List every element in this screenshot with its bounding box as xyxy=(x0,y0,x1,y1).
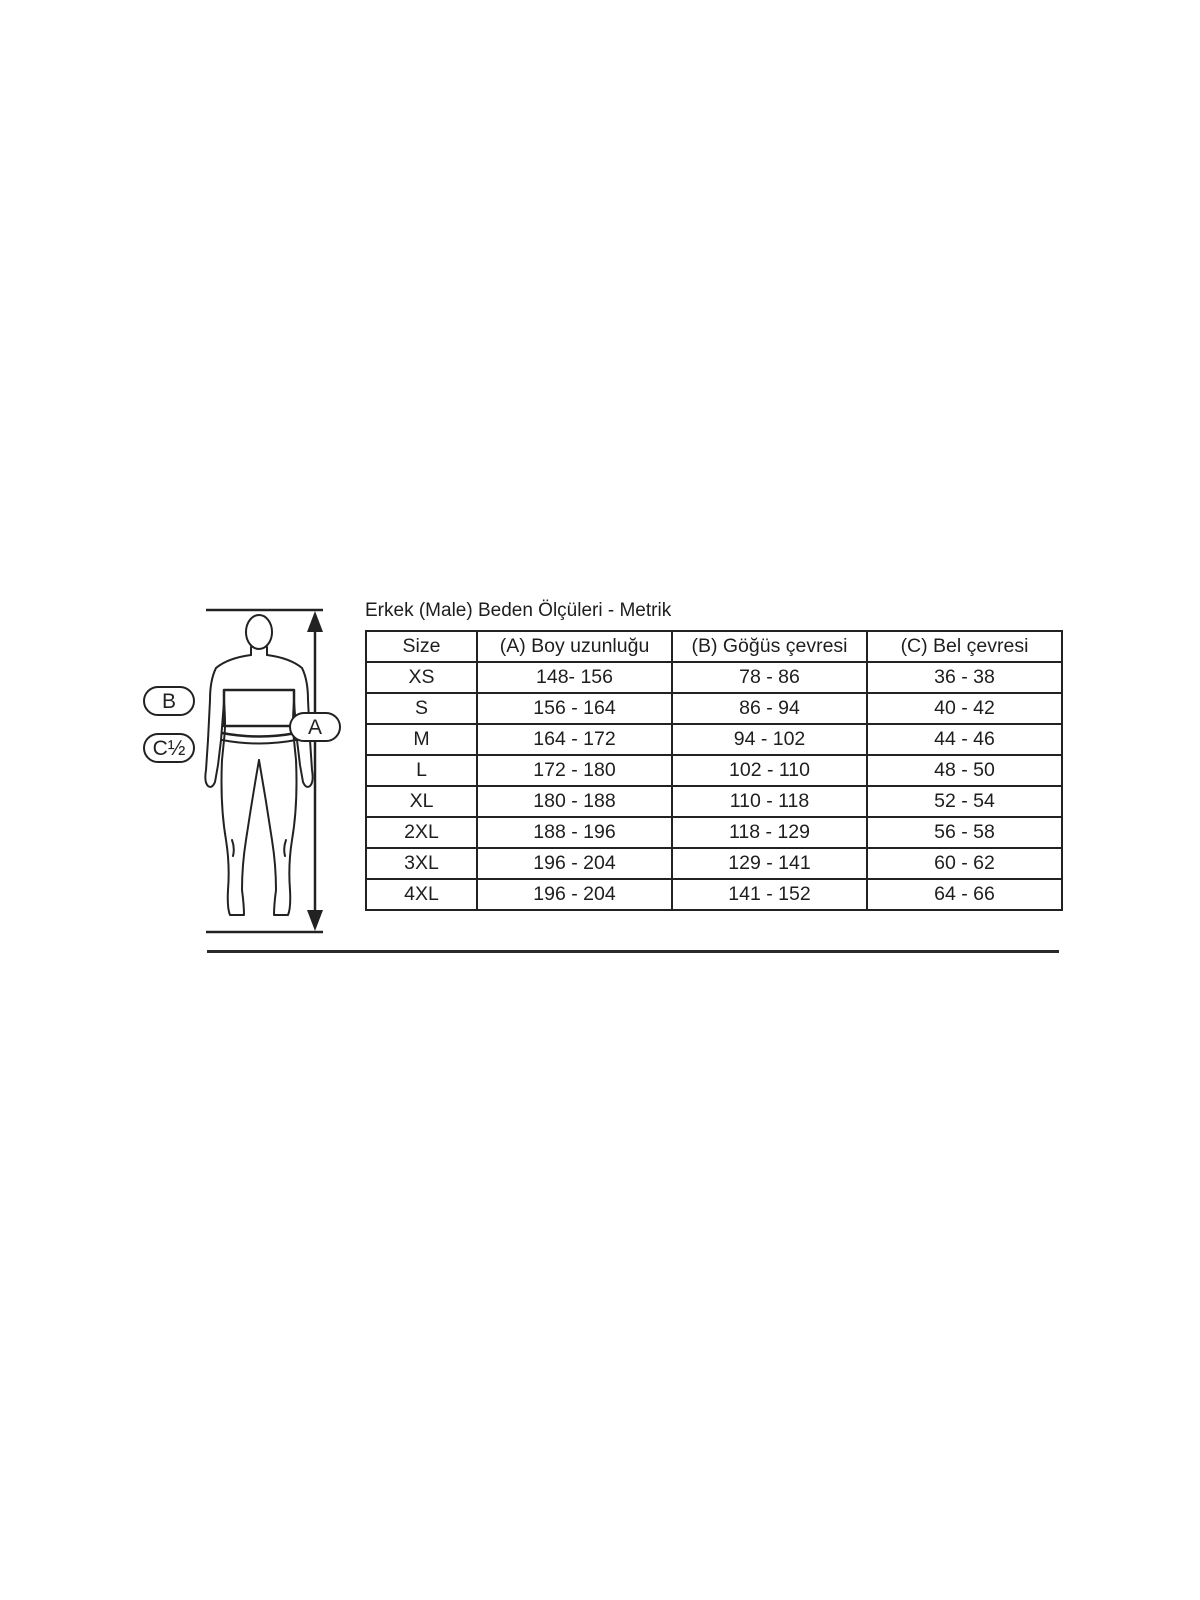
label-a-text: A xyxy=(307,716,323,739)
header-row xyxy=(366,631,1062,662)
cell-height: 196 - 204 xyxy=(477,879,672,910)
cell-size: XS xyxy=(366,662,477,693)
human-silhouette xyxy=(205,615,312,915)
header-cell-height: (A) Boy uzunluğu xyxy=(477,631,672,662)
cell-size: M xyxy=(366,724,477,755)
body-measurement-figure xyxy=(138,590,378,960)
cell-chest: 118 - 129 xyxy=(672,817,867,848)
table-row xyxy=(366,786,1062,817)
cell-waist: 36 - 38 xyxy=(867,662,1062,693)
table-row xyxy=(366,724,1062,755)
height-arrow xyxy=(307,611,323,931)
cell-height: 180 - 188 xyxy=(477,786,672,817)
table-row xyxy=(366,693,1062,724)
table-row xyxy=(366,817,1062,848)
header-cell-waist: (C) Bel çevresi xyxy=(867,631,1062,662)
cell-chest: 141 - 152 xyxy=(672,879,867,910)
cell-size: S xyxy=(366,693,477,724)
cell-height: 148- 156 xyxy=(477,662,672,693)
label-a xyxy=(290,713,340,741)
cell-waist: 60 - 62 xyxy=(867,848,1062,879)
table-row xyxy=(366,662,1062,693)
label-c-text: C½ xyxy=(152,737,186,760)
cell-size: XL xyxy=(366,786,477,817)
cell-chest: 110 - 118 xyxy=(672,786,867,817)
cell-height: 164 - 172 xyxy=(477,724,672,755)
size-table xyxy=(365,630,1063,911)
cell-waist: 48 - 50 xyxy=(867,755,1062,786)
cell-height: 196 - 204 xyxy=(477,848,672,879)
cell-height: 188 - 196 xyxy=(477,817,672,848)
cell-waist: 56 - 58 xyxy=(867,817,1062,848)
cell-size: 4XL xyxy=(366,879,477,910)
header-cell-size: Size xyxy=(366,631,477,662)
cell-waist: 44 - 46 xyxy=(867,724,1062,755)
cell-height: 172 - 180 xyxy=(477,755,672,786)
cell-size: L xyxy=(366,755,477,786)
cell-size: 2XL xyxy=(366,817,477,848)
cell-chest: 86 - 94 xyxy=(672,693,867,724)
table-row xyxy=(366,755,1062,786)
cell-chest: 102 - 110 xyxy=(672,755,867,786)
cell-chest: 94 - 102 xyxy=(672,724,867,755)
cell-waist: 52 - 54 xyxy=(867,786,1062,817)
table-row xyxy=(366,879,1062,910)
label-b-text: B xyxy=(161,690,177,713)
chart-title: Erkek (Male) Beden Ölçüleri - Metrik xyxy=(365,600,672,621)
label-b xyxy=(144,687,194,715)
header-cell-chest: (B) Göğüs çevresi xyxy=(672,631,867,662)
size-table-body xyxy=(366,631,1062,910)
cell-waist: 64 - 66 xyxy=(867,879,1062,910)
cell-waist: 40 - 42 xyxy=(867,693,1062,724)
cell-size: 3XL xyxy=(366,848,477,879)
cell-height: 156 - 164 xyxy=(477,693,672,724)
cell-chest: 78 - 86 xyxy=(672,662,867,693)
label-c xyxy=(144,734,194,762)
cell-chest: 129 - 141 xyxy=(672,848,867,879)
table-row xyxy=(366,848,1062,879)
bottom-rule xyxy=(207,950,1059,953)
